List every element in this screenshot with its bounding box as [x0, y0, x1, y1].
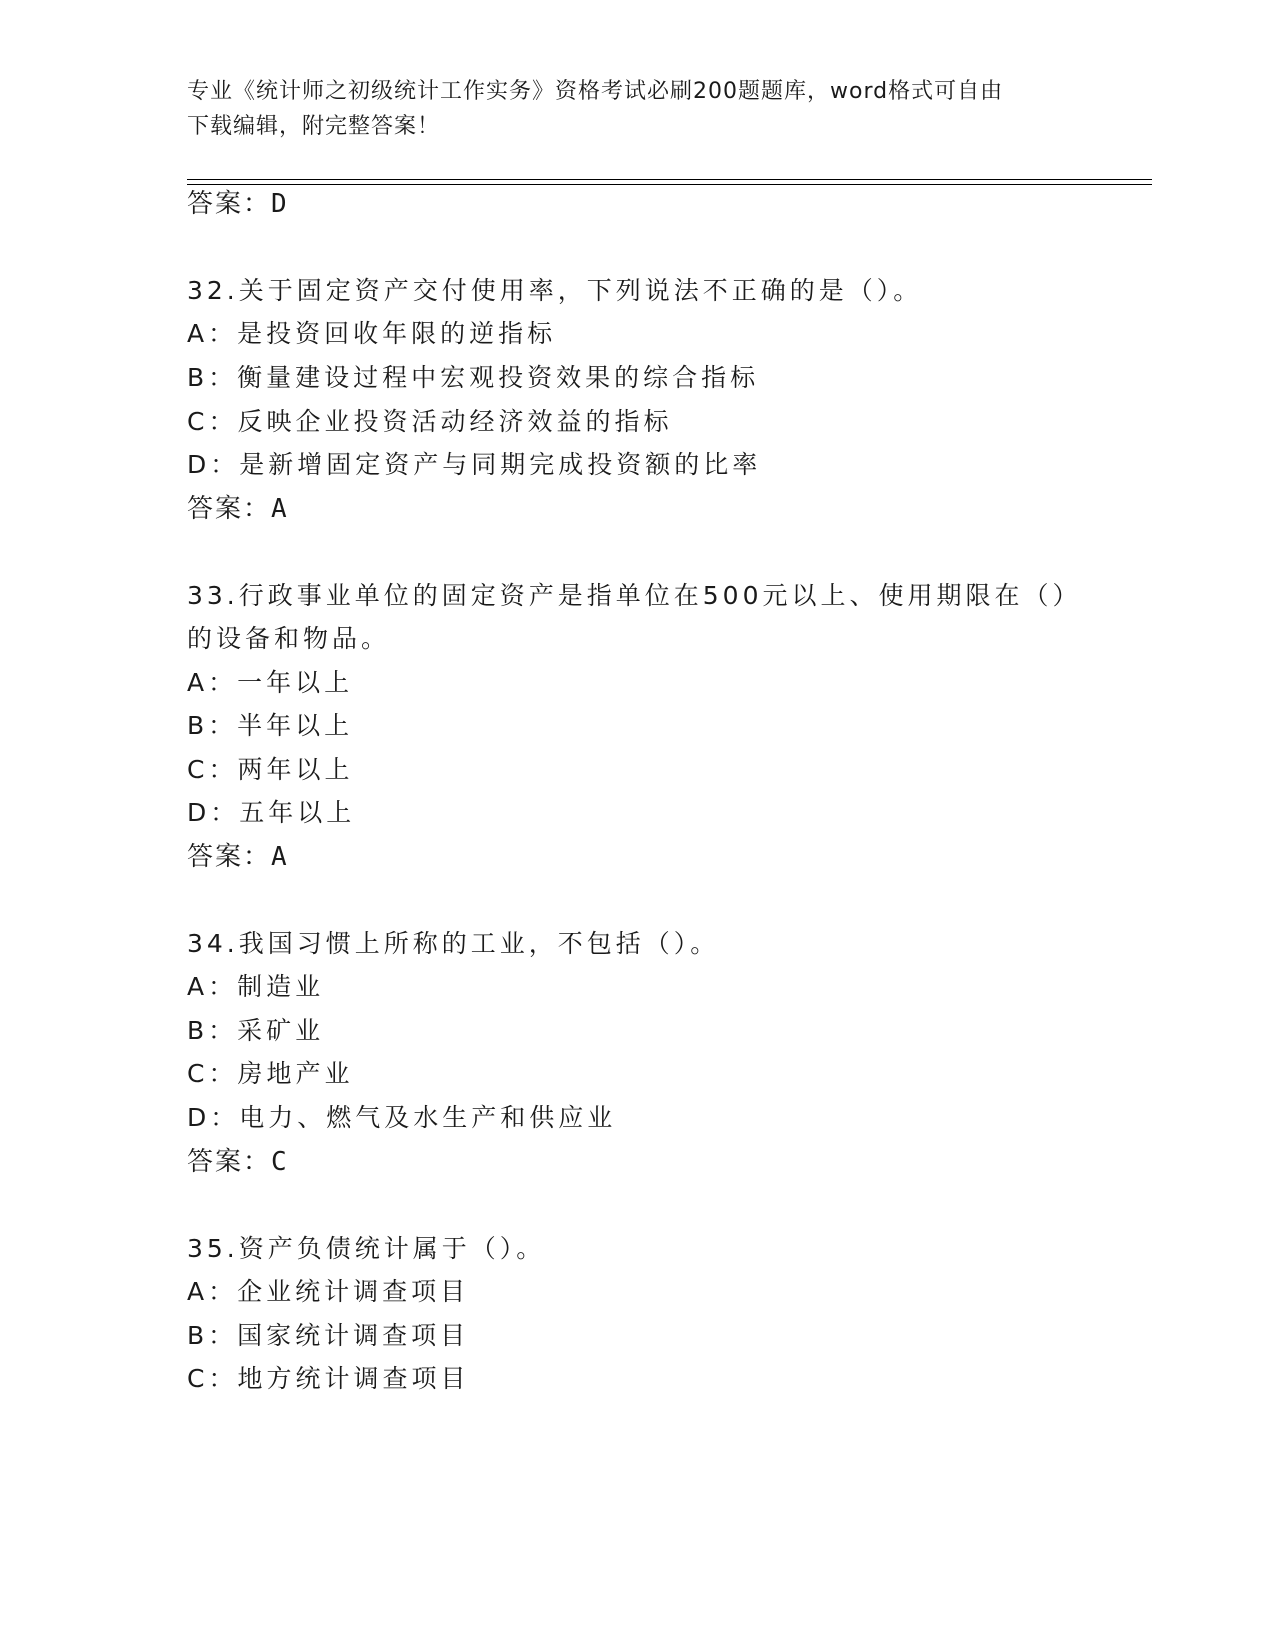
question-35-option-c: C：地方统计调查项目	[187, 1364, 470, 1393]
question-33-stem-line-1: 33.行政事业单位的固定资产是指单位在500元以上、使用期限在（）	[187, 581, 1082, 610]
question-34-option-b: B：采矿业	[187, 1016, 325, 1045]
answer-label: 答案：	[187, 1147, 272, 1177]
question-33-option-b: B：半年以上	[187, 711, 354, 740]
answer-value: A	[271, 842, 287, 872]
question-33-option-d: D：五年以上	[187, 798, 356, 827]
answer-label: 答案：	[187, 842, 272, 872]
answer-q34	[187, 1146, 287, 1178]
question-33-stem-line-2: 的设备和物品。	[187, 624, 391, 653]
answer-value: C	[271, 1147, 287, 1177]
question-34-option-a: A：制造业	[187, 972, 325, 1001]
question-34-option-d: D：电力、燃气及水生产和供应业	[187, 1103, 617, 1132]
answer-label: 答案：	[187, 189, 272, 219]
question-35-option-b: B：国家统计调查项目	[187, 1321, 470, 1350]
answer-value: A	[271, 494, 287, 524]
question-34-option-c: C：房地产业	[187, 1059, 354, 1088]
header-rule-bottom	[187, 184, 1152, 185]
question-34-stem: 34.我国习惯上所称的工业，不包括（）。	[187, 929, 720, 958]
question-32-option-d: D：是新增固定资产与同期完成投资额的比率	[187, 450, 762, 479]
question-32-option-b: B：衡量建设过程中宏观投资效果的综合指标	[187, 363, 760, 392]
document-header	[187, 74, 1087, 144]
question-35-option-a: A：企业统计调查项目	[187, 1277, 470, 1306]
question-32-option-a: A：是投资回收年限的逆指标	[187, 319, 557, 348]
answer-label: 答案：	[187, 494, 272, 524]
question-35-stem: 35.资产负债统计属于（）。	[187, 1234, 546, 1263]
header-line-1: 专业《统计师之初级统计工作实务》资格考试必刷200题题库，word格式可自由	[187, 79, 1004, 104]
question-33-option-c: C：两年以上	[187, 755, 354, 784]
header-line-2: 下载编辑，附完整答案！	[187, 114, 441, 139]
answer-q32	[187, 493, 287, 525]
question-32-option-c: C：反映企业投资活动经济效益的指标	[187, 407, 673, 436]
answer-q31	[187, 188, 287, 220]
question-33-option-a: A：一年以上	[187, 668, 354, 697]
answer-value: D	[271, 189, 287, 219]
question-32-stem: 32.关于固定资产交付使用率，下列说法不正确的是（）。	[187, 276, 923, 305]
answer-q33	[187, 841, 287, 873]
header-rule-top	[187, 179, 1152, 180]
